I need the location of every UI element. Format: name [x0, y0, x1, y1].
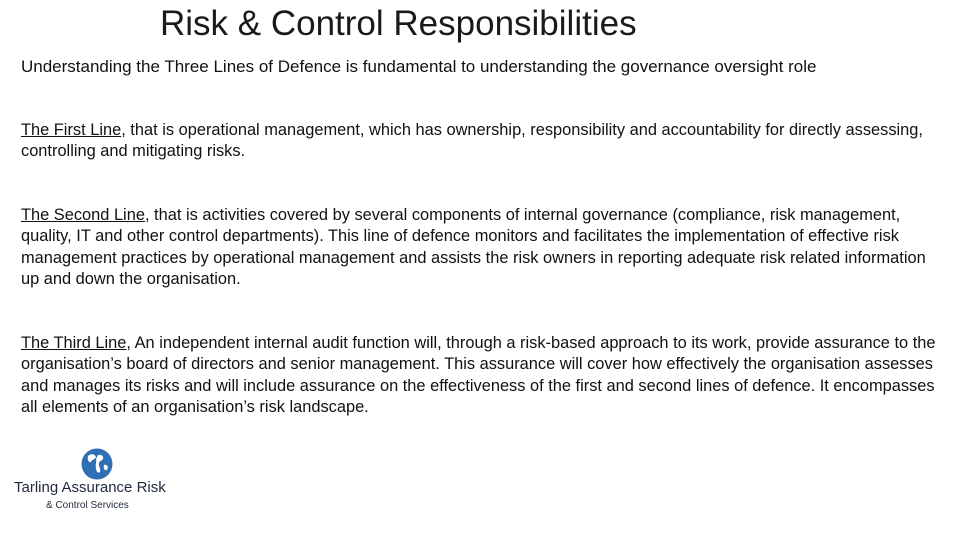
second-line-paragraph [21, 205, 946, 291]
first-line-heading: The First Line [21, 121, 122, 139]
logo-subtitle: & Control Services [46, 500, 129, 511]
page-title: Risk & Control Responsibilities [160, 4, 637, 43]
first-line-paragraph [21, 120, 946, 163]
company-logo [12, 447, 182, 517]
second-line-text: , that is activities covered by several components of internal governance (compliance, risk management, quality, IT and other control departments). This line of defence monitors and facilitates the implementation of effective risk management practices by operational management and assists the risk owners in reporting adequate risk related information up and down the organisation. [21, 206, 926, 289]
first-line-text: , that is operational management, which has ownership, responsibility and accountability for directly assessing, controlling and mitigating risks. [21, 121, 923, 161]
intro-text: Understanding the Three Lines of Defence is fundamental to understanding the governance oversight role [21, 57, 817, 76]
third-line-text: , An independent internal audit function will, through a risk-based approach to its work, provide assurance to the organisation’s board of directors and senior management. This assurance will cover how effectively the organisation assesses and manages its risks and will include assurance on the effectiveness of the first and second lines of defence. It encompasses all elements of an organisation’s risk landscape. [21, 334, 936, 417]
third-line-paragraph [21, 333, 946, 419]
globe-icon [80, 447, 114, 481]
second-line-heading: The Second Line [21, 206, 145, 224]
third-line-heading: The Third Line [21, 334, 127, 352]
logo-name: Tarling Assurance Risk [14, 479, 166, 496]
